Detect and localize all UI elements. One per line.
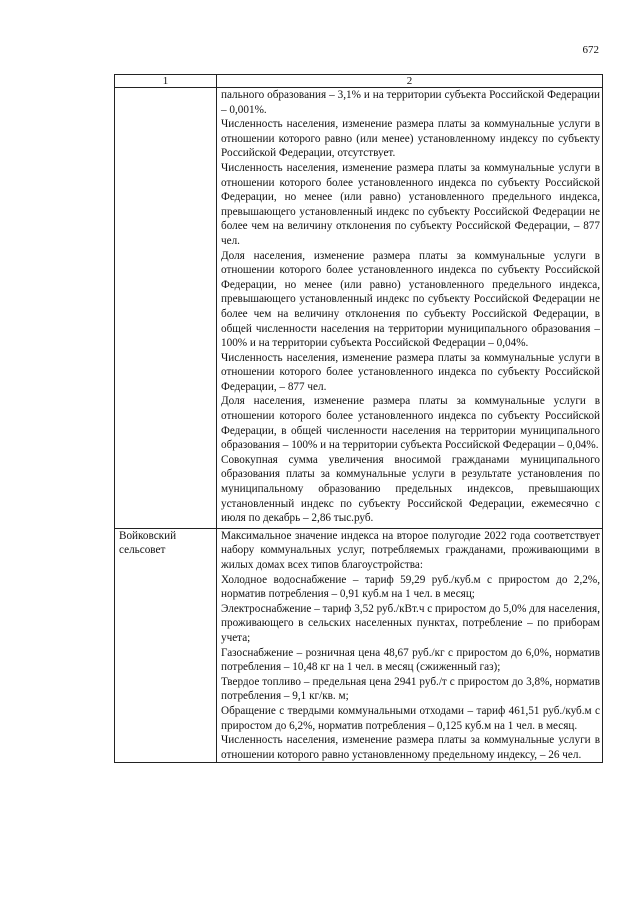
paragraph: Газоснабжение – розничная цена 48,67 руб./кг с приростом до 6,0%, норматив потребления – 10,48 кг на 1 чел. в месяц (сжиженный газ); [221, 646, 600, 674]
header-cell-1: 1 [115, 75, 217, 88]
table-row [115, 88, 603, 529]
paragraph: Твердое топливо – предельная цена 2941 руб./т с приростом до 3,8%, норматив потребления – 9,1 кг/кв. м; [221, 675, 600, 703]
paragraph: Совокупная сумма увеличения вносимой гражданами муниципального образования платы за коммунальные услуги в результате установления по муниципальному образованию предельных индексов, превышающих установленный индекс по субъекту Российской Федерации, ежемесячно с июля по декабрь – 2,86 тыс.руб. [221, 453, 600, 525]
description-cell [217, 88, 603, 529]
municipality-name-cell [115, 88, 217, 529]
paragraph: Холодное водоснабжение – тариф 59,29 руб./куб.м с приростом до 2,2%, норматив потребления – 0,91 куб.м на 1 чел. в месяц; [221, 573, 600, 601]
paragraph: пального образования – 3,1% и на территории субъекта Российской Федерации – 0,001%. [221, 89, 600, 116]
paragraph: Электроснабжение – тариф 3,52 руб./кВт.ч с приростом до 5,0% для населения, проживающего в сельских населенных пунктах, потребление – по приборам учета; [221, 602, 600, 644]
paragraph: Доля населения, изменение размера платы за коммунальные услуги в отношении которого более установленного индекса по субъекту Российской Федерации, но менее (или равно) установленного предельного индекса, превышающего установленный индекс по субъекту Российской Федерации не более чем на величину отклонения по субъекту Российской Федерации, в общей численности населения на территории муниципального образования – 100% и на территории субъекта Российской Федерации – 0,04%. [221, 249, 600, 350]
paragraph: Максимальное значение индекса на второе полугодие 2022 года соответствует набору коммунальных услуг, потребляемых гражданами, проживающими в жилых домах всех типов благоустройства: [221, 529, 600, 571]
paragraph: Численность населения, изменение размера платы за коммунальные услуги в отношении которого равно (или менее) установленному индексу по субъекту Российской Федерации, отсутствует. [221, 118, 600, 160]
document-table [114, 74, 603, 763]
page-number: 672 [582, 44, 599, 56]
description-cell [217, 528, 603, 763]
header-cell-2: 2 [217, 75, 603, 88]
municipality-name-cell: Войковский сельсовет [115, 528, 217, 763]
paragraph: Доля населения, изменение размера платы за коммунальные услуги в отношении которого более установленного индекса по субъекту Российской Федерации, в общей численности населения на территории муниципального образования – 100% и на территории субъекта Российской Федерации – 0,04%. [221, 395, 600, 452]
paragraph: Численность населения, изменение размера платы за коммунальные услуги в отношении которого более установленного индекса по субъекту Российской Федерации, – 877 чел. [221, 351, 600, 393]
paragraph: Обращение с твердыми коммунальными отходами – тариф 461,51 руб./куб.м с приростом до 6,2%, норматив потребления – 0,125 куб.м на 1 чел. в месяц. [221, 704, 600, 732]
table-row [115, 528, 603, 763]
paragraph: Численность населения, изменение размера платы за коммунальные услуги в отношении которого равно установленному предельному индексу, – 26 чел. [221, 734, 600, 761]
paragraph: Численность населения, изменение размера платы за коммунальные услуги в отношении которого более установленного индекса по субъекту Российской Федерации, но менее (или равно) установленного предельного индекса, превышающего установленный индекс по субъекту Российской Федерации не более чем на величину отклонения по субъекту Российской Федерации, – 877 чел. [221, 161, 600, 247]
table-header-row [115, 75, 603, 88]
